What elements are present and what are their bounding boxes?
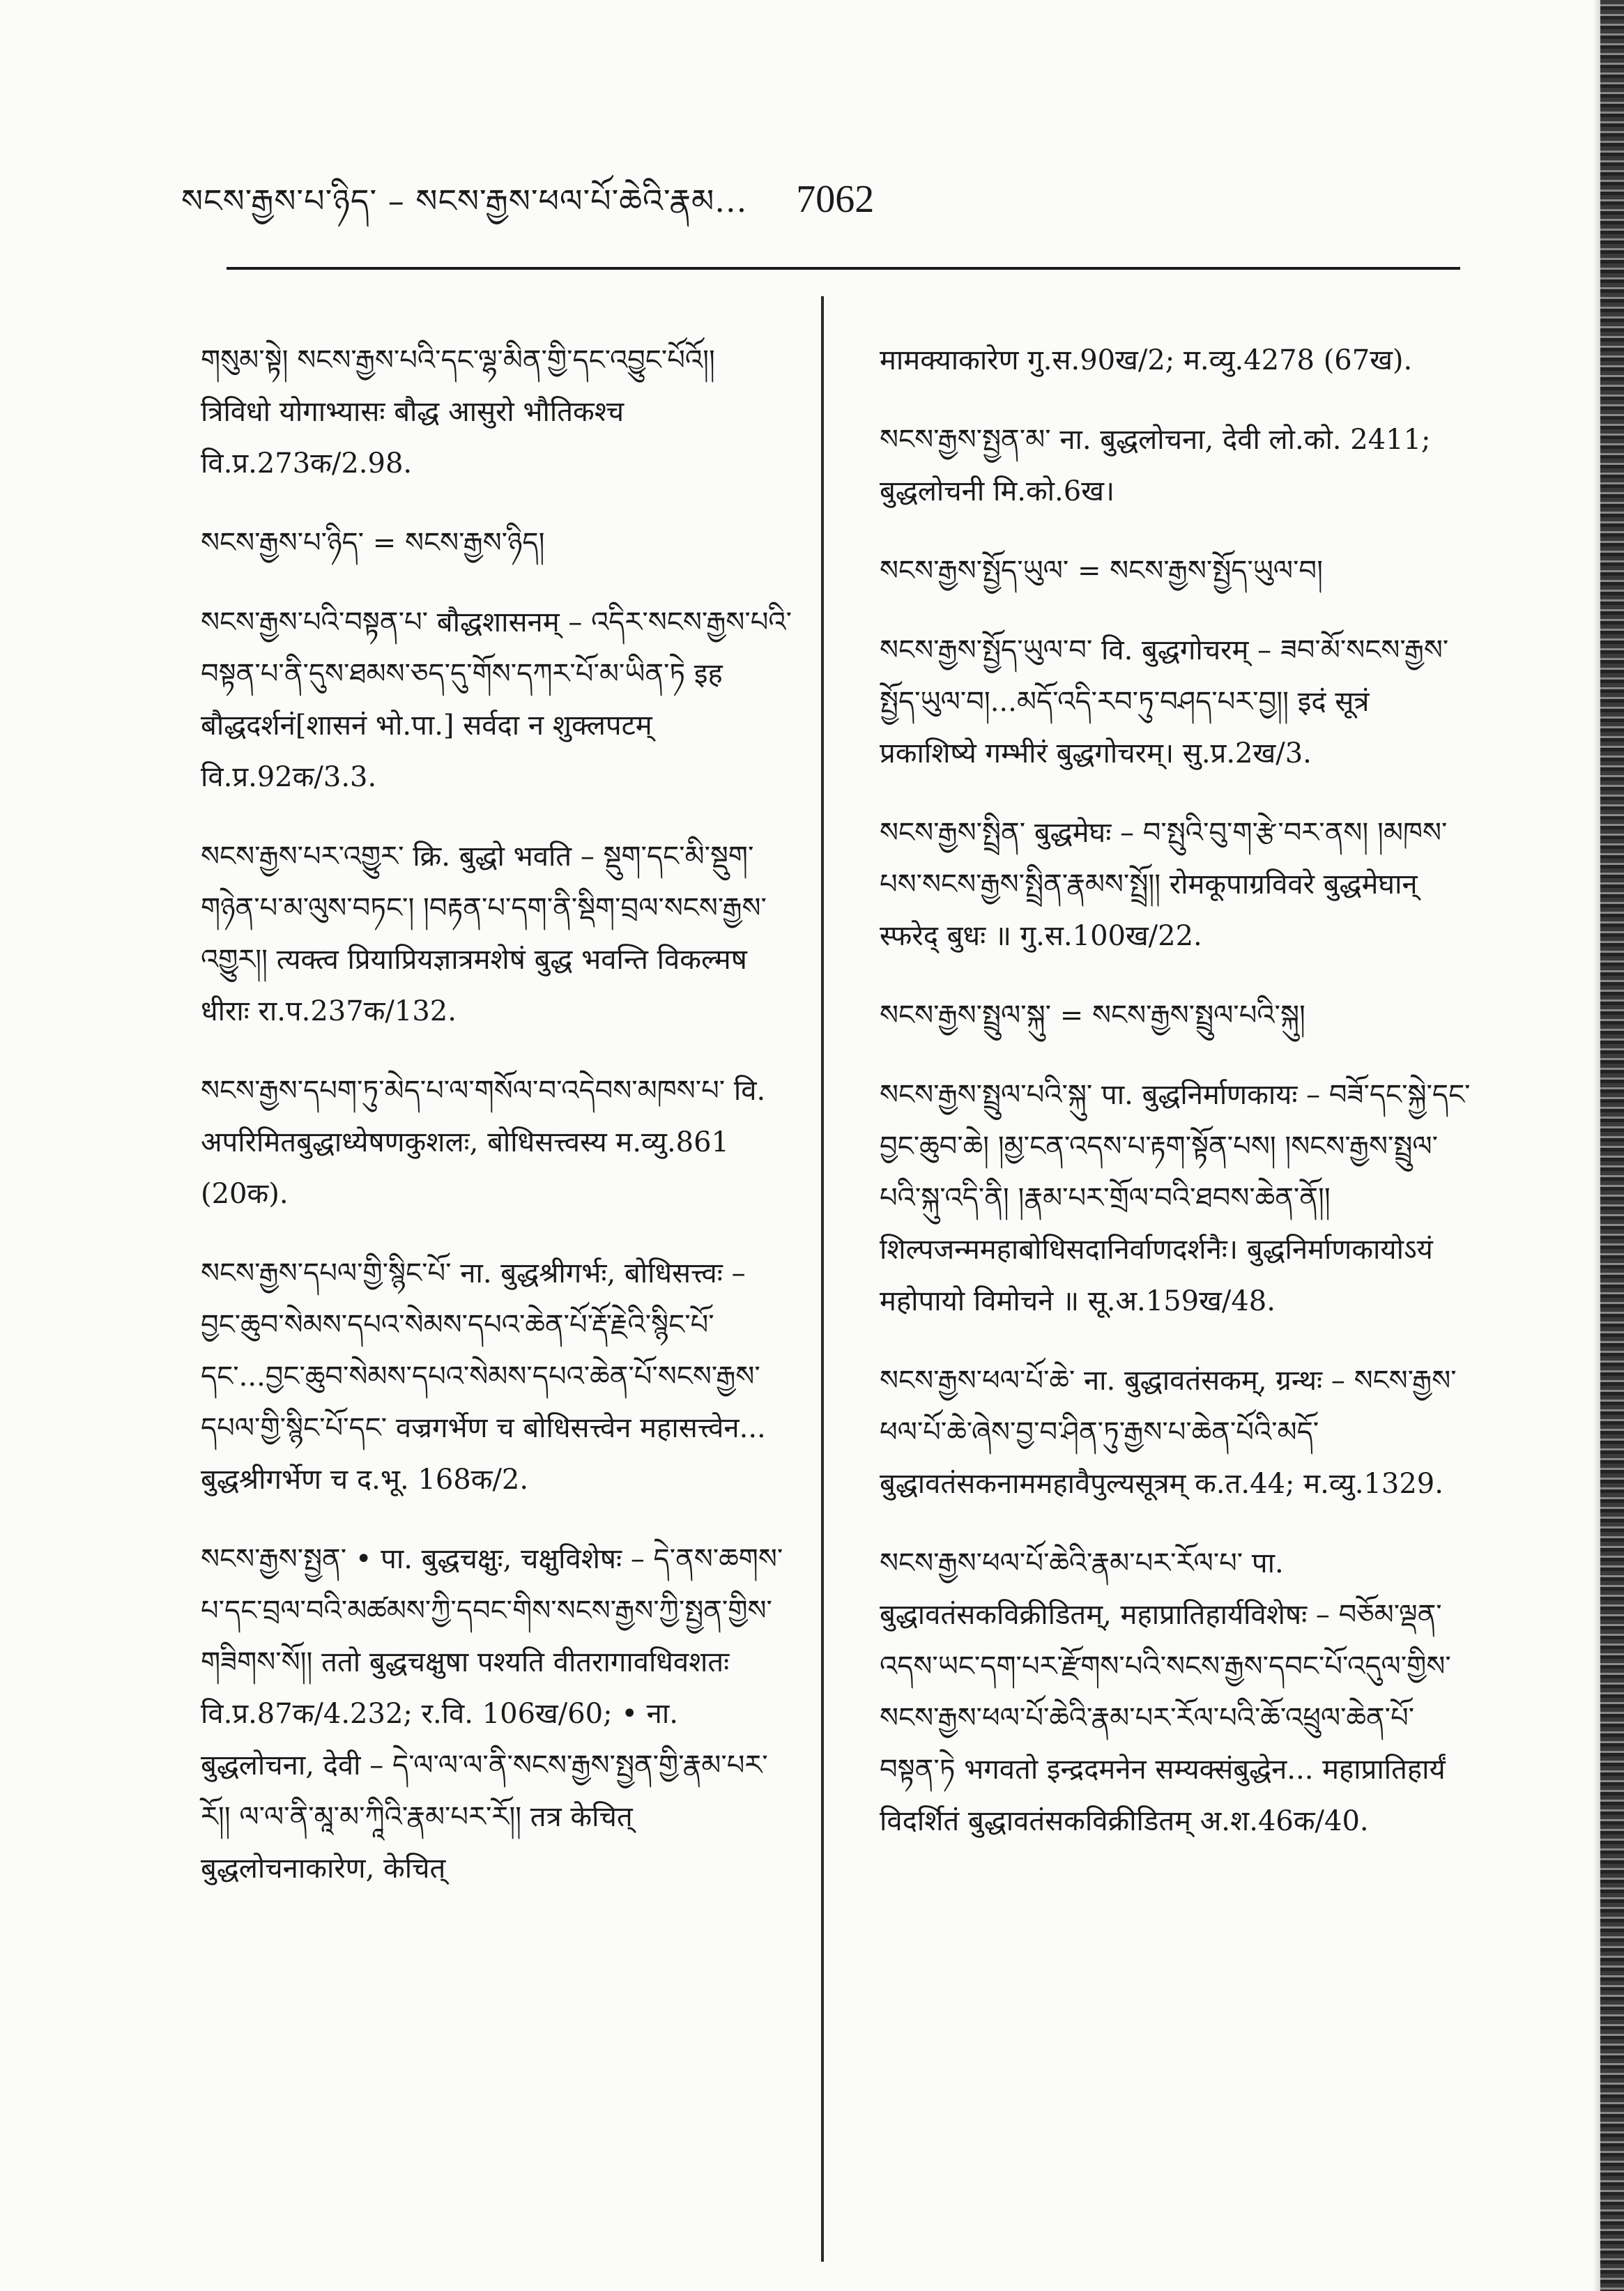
entry-text: मामक्याकारेण गु.स.90ख/2; म.व्यु.4278 (67ख). (880, 344, 1413, 376)
header-rule (227, 267, 1460, 270)
entry-text: སངས་རྒྱས་སྤྲུལ་པའི་སྐུ་ पा. बुद्धनिर्माणकायः – བཟོ་དང་སྐྱེ་དང་བྱང་ཆུབ་ཆེ། །མྱ་ངན་འདས་པ་རྟག་སྟོན་པས། །སངས་རྒྱས་སྤྲུལ་པའི་སྐུ་འདི་ནི། །རྣམ་པར་གྲོལ་བའི་ཐབས་ཆེན་ནོ།། शिल्पजन्ममहाबोधिसदानिर्वाणदर्शनैः। बुद्धनिर्माणकायोऽयं महोपायो विमोचने ॥ सू.अ.159ख/48. (880, 1079, 1471, 1317)
entry-text: སངས་རྒྱས་སྤྲིན་ बुद्धमेघः – བ་སྤུའི་བུ་ག་རྩེ་བར་ནས། །མཁས་པས་སངས་རྒྱས་སྤྲིན་རྣམས་སྤྲོ།། रोमकूपाग्रविवरे बुद्धमेघान् स्फरेद् बुधः ॥ गु.स.100ख/22. (880, 817, 1448, 952)
entry-text: སངས་རྒྱས་སྤྱོད་ཡུལ་བ་ वि. बुद्धगोचरम् – ཟབ་མོ་སངས་རྒྱས་སྤྱོད་ཡུལ་བ།...མདོ་འདི་རབ་ཏུ་བཤད་པར་བྱ།། इदं सूत्रं प्रकाशिष्ये गम्भीरं बुद्धगोचरम्। सु.प्र.2ख/3. (880, 634, 1449, 769)
entry-text: སངས་རྒྱས་པའི་བསྟན་པ་ बौद्धशासनम् – འདིར་སངས་རྒྱས་པའི་བསྟན་པ་ནི་དུས་ཐམས་ཅད་དུ་གོས་དཀར་པོ་མ་ཡིན་ཏེ इह बौद्धदर्शनं[शासनं भो.पा.] सर्वदा न शुक्लपटम् वि.प्र.92क/3.3. (201, 606, 792, 793)
right-column (880, 307, 1472, 1862)
entry-text: སངས་རྒྱས་པར་འགྱུར་ क्रि. बुद्धो भवति – སྡུག་དང་མི་སྡུག་གཉེན་པ་མ་ལུས་བཏང་། །བརྟན་པ་དག་ནི་སྡིག་བྲལ་སངས་རྒྱས་འགྱུར།། त्यक्त्व प्रियाप्रियज्ञात्रमशेषं बुद्ध भवन्ति विकल्मष धीराः रा.प.237क/132. (201, 841, 767, 1027)
entry-text: སངས་རྒྱས་དཔག་ཏུ་མེད་པ་ལ་གསོལ་བ་འདེབས་མཁས་པ་ वि. अपरिमितबुद्धाध्येषणकुशलः, बोधिसत्त्वस्य म.व्यु.861 (20क). (201, 1075, 766, 1210)
entry-text: སངས་རྒྱས་སྤྲུལ་སྐུ་ = སངས་རྒྱས་སྤྲུལ་པའི་སྐུ། (880, 999, 1305, 1032)
scan-edge-strip (1600, 0, 1624, 2291)
entry-text: སངས་རྒྱས་སྤྱོད་ཡུལ་ = སངས་རྒྱས་སྤྱོད་ཡུལ་བ། (880, 555, 1323, 587)
entry-text: སངས་རྒྱས་སྤྱན་མ་ ना. बुद्धलोचना, देवी लो.को. 2411; बुद्धलोचनी मि.को.6ख। (880, 424, 1431, 507)
entry-text: སངས་རྒྱས་དཔལ་གྱི་སྙིང་པོ་ ना. बुद्धश्रीगर्भः, बोधिसत्त्वः – བྱང་ཆུབ་སེམས་དཔའ་སེམས་དཔའ་ཆེན་པོ་རྡོ་རྗེའི་སྙིང་པོ་དང་...བྱང་ཆུབ་སེམས་དཔའ་སེམས་དཔའ་ཆེན་པོ་སངས་རྒྱས་དཔལ་གྱི་སྙིང་པོ་དང་ वज्रगर्भेण च बोधिसत्त्वेन महासत्त्वेन... बुद्धश्रीगर्भेण च द.भू. 168क/2. (201, 1257, 766, 1496)
scan-shadow (1593, 0, 1600, 2291)
header-title: སངས་རྒྱས་པ་ཉིད་ – སངས་རྒྱས་ཕལ་པོ་ཆེའི་རྣམ... (181, 182, 748, 220)
entry-text: སངས་རྒྱས་པ་ཉིད་ = སངས་རྒྱས་ཉིད། (201, 527, 545, 559)
entry-text: སངས་རྒྱས་ཕལ་པོ་ཆེ་ ना. बुद्धावतंसकम्, ग्रन्थः – སངས་རྒྱས་ཕལ་པོ་ཆེ་ཞེས་བྱ་བ་ཤིན་ཏུ་རྒྱས་པ་ཆེན་པོའི་མདོ་ बुद्धावतंसकनाममहावैपुल्यसूत्रम् क.त.44; म.व्यु.1329. (880, 1365, 1457, 1500)
left-column (201, 307, 793, 1910)
page-number: 7062 (796, 178, 875, 221)
column-divider (821, 296, 824, 2262)
entry-text: སངས་རྒྱས་ཕལ་པོ་ཆེའི་རྣམ་པར་རོལ་པ་ पा. बुद्धावतंसकविक्रीडितम्, महाप्रातिहार्यविशेषः – བཅོམ་ལྡན་འདས་ཡང་དག་པར་རྫོགས་པའི་སངས་རྒྱས་དབང་པོ་འདུལ་གྱིས་སངས་རྒྱས་ཕལ་པོ་ཆེའི་རྣམ་པར་རོལ་པའི་ཆོ་འཕྲུལ་ཆེན་པོ་བསྟན་ཏེ भगवतो इन्द्रदमनेन सम्यक्संबुद्धेन... महाप्रातिहार्यं विदर्शितं बुद्धावतंसकविक्रीडितम् अ.श.46क/40. (880, 1547, 1451, 1837)
page-header (181, 166, 1415, 229)
entry-text: སངས་རྒྱས་སྤྱན་ • पा. बुद्धचक्षुः, चक्षुविशेषः – དེ་ནས་ཆགས་པ་དང་བྲལ་བའི་མཚམས་ཀྱི་དབང་གིས་སངས་རྒྱས་ཀྱི་སྤྱན་གྱིས་གཟིགས་སོ།། ततो बुद्धचक्षुषा पश्यति वीतरागावधिवशतः वि.प्र.87क/4.232; र.वि. 106ख/60; • ना. बुद्धलोचना, देवी – དེ་ལ་ལ་ལ་ནི་སངས་རྒྱས་སྤྱན་གྱི་རྣམ་པར་རོ།། ལ་ལ་ནི་མཱ་མ་ཀཱིའི་རྣམ་པར་རོ།། तत्र केचित् बुद्धलोचनाकारेण, केचित् (201, 1543, 783, 1885)
entry-text: གསུམ་སྟེ། སངས་རྒྱས་པའི་དང་ལྷ་མིན་གྱི་དང་འབྱུང་པོའོ།། त्रिविधो योगाभ्यासः बौद्ध आसुरो भौतिकश्च वि.प्र.273क/2.98. (201, 344, 715, 480)
